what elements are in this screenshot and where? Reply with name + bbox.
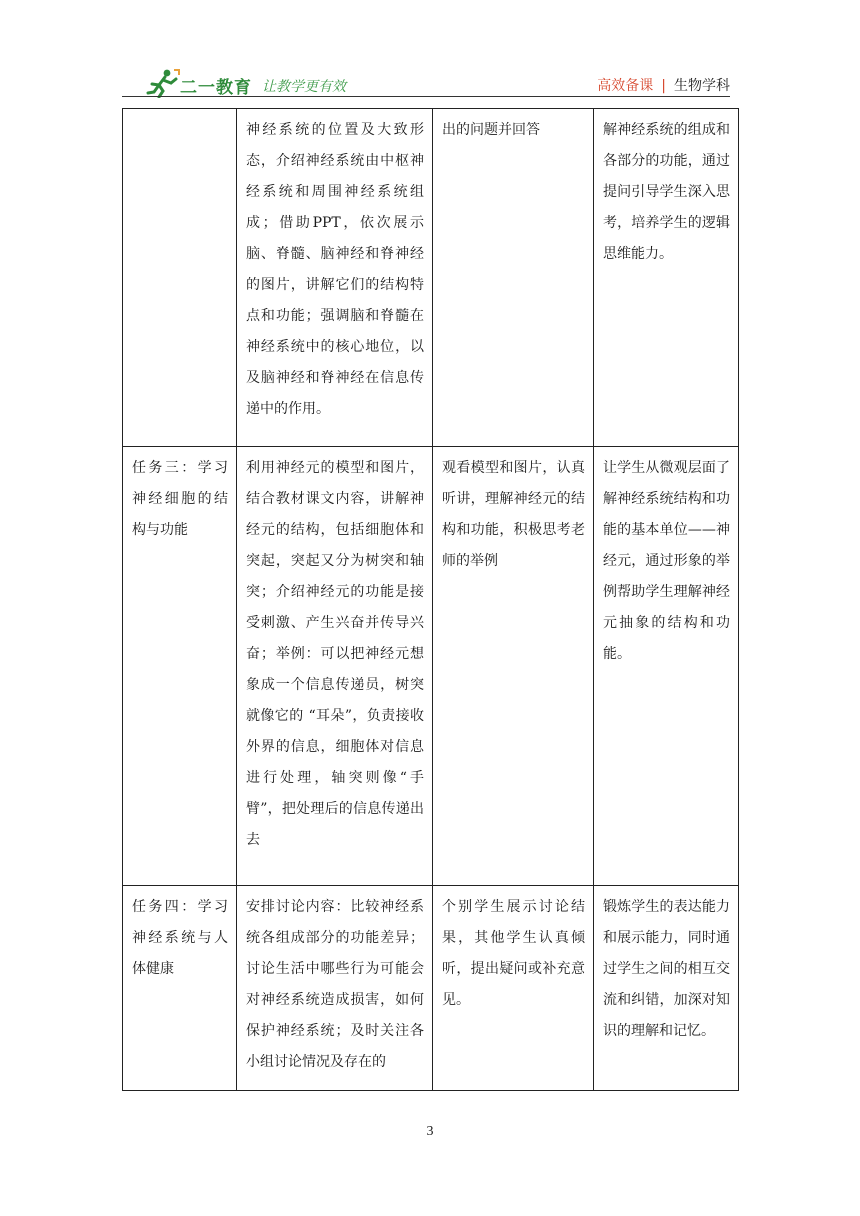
- teacher-activity-cell: 安排讨论内容：比较神经系统各组成部分的功能差异；讨论生活中哪些行为可能会对神经系统造成损害，如何保护神经系统；及时关注各小组讨论情况及存在的: [237, 886, 433, 1091]
- task-cell: 任务四：学习神经系统与人体健康: [123, 886, 237, 1091]
- task-cell: 任务三：学习神经细胞的结构与功能: [123, 447, 237, 886]
- header-rule: [122, 96, 730, 97]
- table-row: [123, 886, 739, 1091]
- table-row: [123, 447, 739, 886]
- design-intent-cell: 解神经系统的组成和各部分的功能，通过提问引导学生深入思考，培养学生的逻辑思维能力。: [594, 109, 739, 447]
- lesson-plan-table: [122, 108, 739, 1091]
- student-activity-cell: 出的问题并回答: [433, 109, 594, 447]
- teacher-activity-cell: 利用神经元的模型和图片，结合教材课文内容，讲解神经元的结构，包括细胞体和突起，突起又分为树突和轴突；介绍神经元的功能是接受刺激、产生兴奋并传导兴奋；举例：可以把神经元想象成一个信息传递员，树突就像它的 “耳朵”，负责接收外界的信息，细胞体对信息进行处理，轴突则像“手臂”，把处理后的信息传递出去: [237, 447, 433, 886]
- task-cell: [123, 109, 237, 447]
- header-divider: |: [661, 78, 666, 94]
- header-tags: [597, 75, 730, 95]
- table-row: [123, 109, 739, 447]
- subject-label: 生物学科: [674, 78, 730, 94]
- student-activity-cell: 观看模型和图片，认真听讲，理解神经元的结构和功能，积极思考老师的举例: [433, 447, 594, 886]
- brand-name: 二一教育: [180, 78, 252, 98]
- brand-logo: [146, 68, 376, 98]
- page-header: [122, 64, 730, 96]
- brand-tag: 高效备课: [597, 78, 654, 94]
- design-intent-cell: 锻炼学生的表达能力和展示能力，同时通过学生之间的相互交流和纠错，加深对知识的理解和记忆。: [594, 886, 739, 1091]
- student-activity-cell: 个别学生展示讨论结果，其他学生认真倾听，提出疑问或补充意见。: [433, 886, 594, 1091]
- running-figure-icon: [146, 68, 180, 98]
- teacher-activity-cell: 神经系统的位置及大致形态，介绍神经系统由中枢神经系统和周围神经系统组成；借助PPT，依次展示脑、脊髓、脑神经和脊神经的图片，讲解它们的结构特点和功能；强调脑和脊髓在神经系统中的核心地位，以及脑神经和脊神经在信息传递中的作用。: [237, 109, 433, 447]
- page-number: 3: [426, 1124, 434, 1139]
- design-intent-cell: 让学生从微观层面了解神经系统结构和功能的基本单位——神经元，通过形象的举例帮助学生理解神经元抽象的结构和功能。: [594, 447, 739, 886]
- brand-slogan: 让教学更有效: [262, 79, 346, 95]
